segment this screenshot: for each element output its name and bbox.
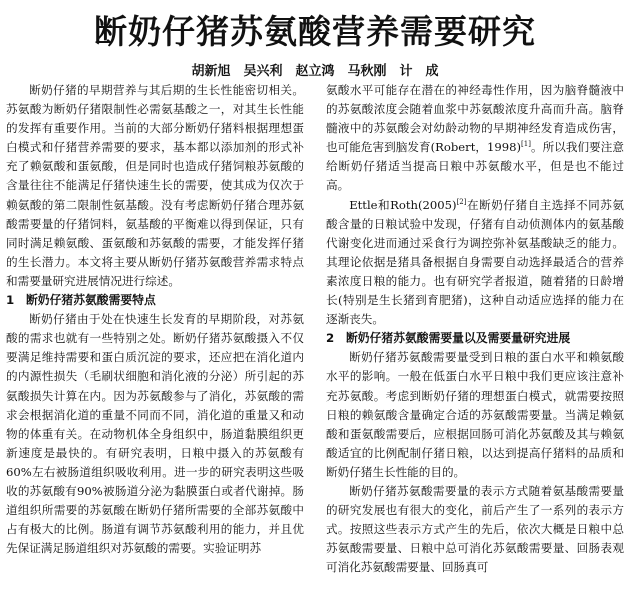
section-2-title: 断奶仔猪苏氨酸需要量以及需要量研究进展 bbox=[346, 331, 571, 346]
right-column bbox=[326, 81, 624, 594]
section-2-paragraph-2: 断奶仔猪苏氨酸需要量的表示方式随着氨基酸需要量的研究发展也有很大的变化，前后产生了一系列的表示方式。按照这些表示方式产生的先后，依次大概是日粮中总苏氨酸需要量、日粮中总可消化苏氨酸需要量、回肠表观可消化苏氨酸需要量、回肠真可 bbox=[326, 483, 624, 575]
continuation-text: 氨酸水平可能存在潜在的神经毒性作用，因为脑脊髓液中的苏氨酸浓度会随着血浆中苏氨酸浓度升高而升高。脑脊髓液中的苏氨酸会对幼龄动物的早期神经发育造成伤害，也可能危害到脑发育(Robert，1998) bbox=[326, 83, 624, 155]
intro-paragraph: 断奶仔猪的早期营养与其后期的生长性能密切相关。苏氨酸为断奶仔猪限制性必需氨基酸之一，对其生长性能的发挥有重要作用。当前的大部分断奶仔猪料根据理想蛋白模式和仔猪营养需要的要求，基本都以添加剂的形式补充了赖氨酸和蛋氨酸，但是同时也造成仔猪饲粮苏氨酸的含量往往不能满足仔猪快速生长的需要，使其成为仅次于赖氨酸的第二限制性氨基酸。没有考虑断奶仔猪合理苏氨酸需要量的仔猪饲料，氨基酸的平衡难以得到保证，只有同时满足赖氨酸、蛋氨酸和苏氨酸的需要，才能发挥仔猪的生长潜力。本文将主要从断奶仔猪苏氨酸营养需求特点和需要量研究进展情况进行综述。 bbox=[6, 83, 304, 288]
ettle-text: 在断奶仔猪自主选择不同苏氨酸含量的日粮试验中发现，仔猪有自动侦测体内的氨基酸代谢变化进而通过采食行为调控弥补氨基酸缺乏的能力。其理论依据是猪具备根据自身需要自动选择最适合的营养素浓度日粮的能力。也有研究学者报道，随着猪的日龄增长(特别是生长猪到育肥猪)，这种自动适应选择的能力在逐渐丧失。 bbox=[326, 197, 624, 327]
article-title: 断奶仔猪苏氨酸营养需要研究 bbox=[94, 12, 536, 51]
ettle-paragraph bbox=[326, 196, 624, 330]
section-1-number: 1 bbox=[6, 293, 15, 308]
left-column bbox=[6, 81, 304, 594]
section-1-title: 断奶仔猪苏氨酸需要特点 bbox=[26, 293, 156, 308]
section-1-paragraph: 断奶仔猪由于处在快速生长发育的早期阶段，对苏氨酸的需求也就有一些特别之处。断奶仔猪苏氨酸摄入不仅要满足维持需要和蛋白质沉淀的要求，还应把在消化道内的内源性损失（毛刷状细胞和消化液的分泌）所引起的苏氨酸损失计算在内。因为苏氨酸参与了消化，苏氨酸的需求会根据消化道的重量不同而不同，消化道的重量又和动物的体重有关。在动物机体全身组织中，肠道黏膜组织更新速度是最快的。有研究表明，日粮中摄入的苏氨酸有60%左右被肠道组织吸收利用。进一步的研究表明这些吸收的苏氨酸有90%被肠道分泌为黏膜蛋白或者代谢掉。肠道组织所需要的苏氨酸在断奶仔猪所需要的全部苏氨酸中占有极大的比例。肠道有调节苏氨酸利用的能力，并且优先保证满足肠道组织对苏氨酸的需要。实验证明苏 bbox=[6, 312, 304, 556]
continuation-paragraph bbox=[326, 81, 624, 196]
ettle-author: Ettle和Roth(2005) bbox=[349, 197, 457, 212]
section-2-paragraph-1: 断奶仔猪苏氨酸需要量受到日粮的蛋白水平和赖氨酸水平的影响。一般在低蛋白水平日粮中我们更应该注意补充苏氨酸。考虑到断奶仔猪的理想蛋白模式，就需要按照日粮的赖氨酸含量确定合适的苏氨酸需要量。当满足赖氨酸和蛋氨酸需要后，应根据回肠可消化苏氨酸及其与赖氨酸适宜的比例配制仔猪日粮，以达到提高仔猪料的品质和断奶仔猪生长性能的目的。 bbox=[326, 350, 624, 479]
citation-1: [1] bbox=[521, 140, 531, 149]
section-2-heading bbox=[326, 329, 624, 348]
section-1-heading bbox=[6, 291, 304, 310]
continuation-tail: 。所以我们要注意给断奶仔猪适当提高日粮中苏氨酸水平，但是也不能过高。 bbox=[326, 140, 624, 193]
citation-2: [2] bbox=[456, 197, 467, 206]
section-2-number: 2 bbox=[326, 331, 335, 346]
article-authors: 胡新旭 吴兴利 赵立鸿 马秋刚 计 成 bbox=[191, 64, 439, 79]
